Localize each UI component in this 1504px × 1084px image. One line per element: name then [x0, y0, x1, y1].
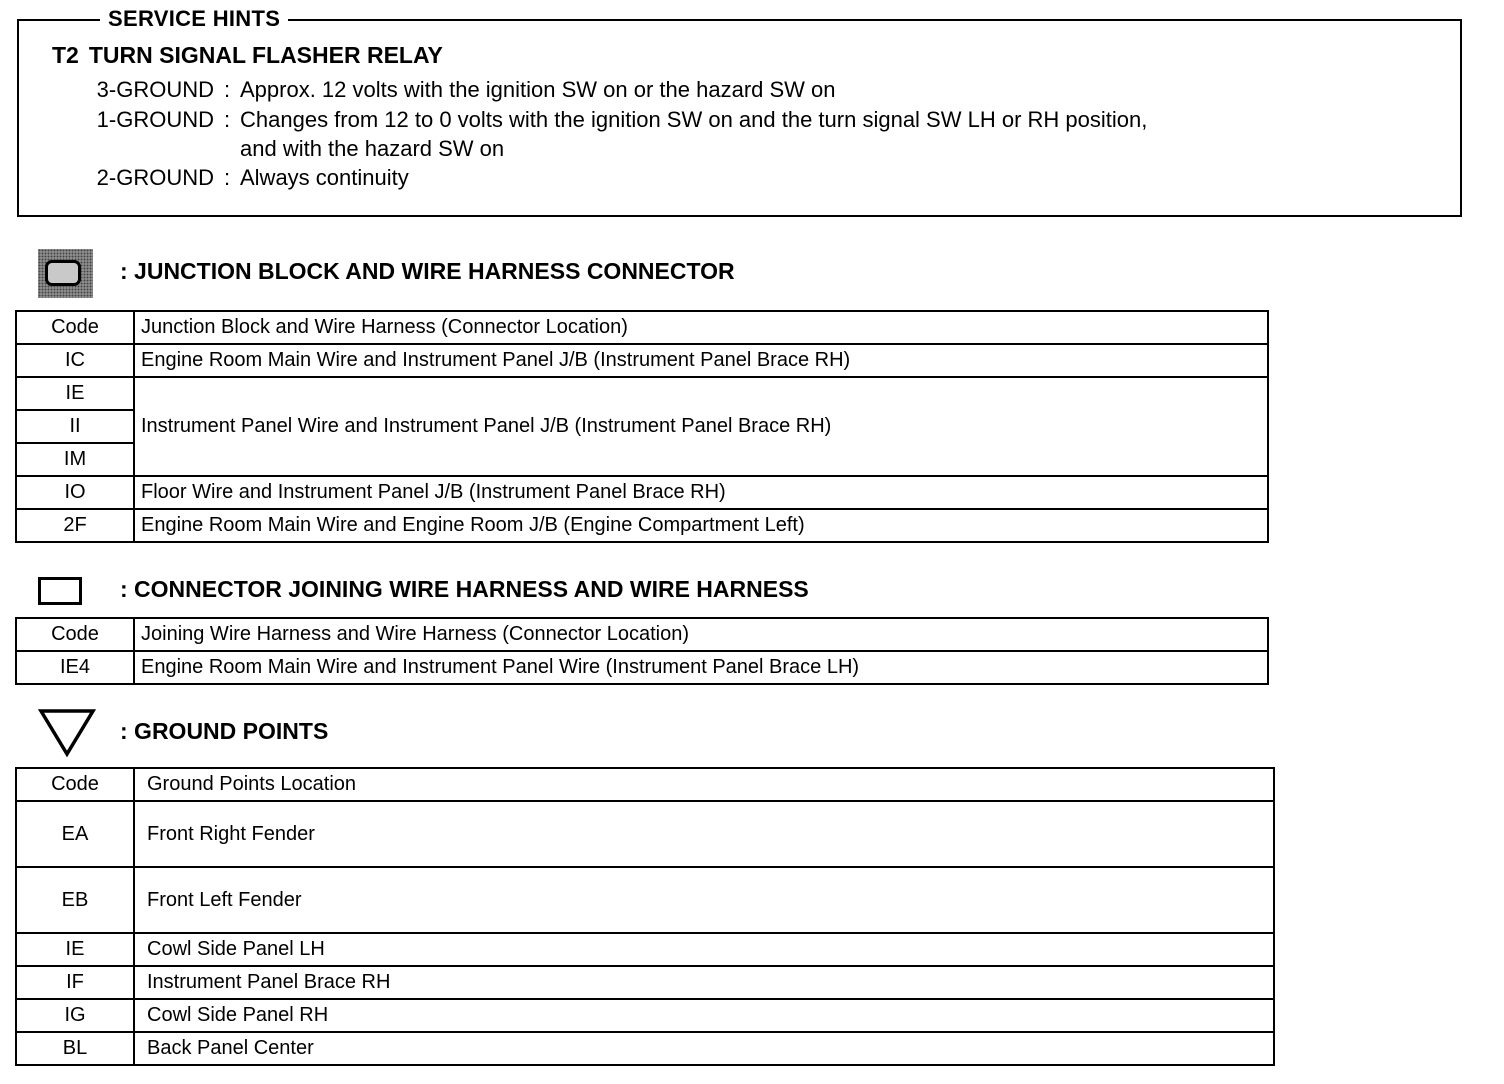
hint-text: Always continuity — [240, 165, 409, 190]
hint-text: Approx. 12 volts with the ignition SW on or the hazard SW on — [240, 77, 836, 102]
hint-colon: : — [224, 77, 231, 102]
service-hints-title: SERVICE HINTS — [100, 6, 288, 32]
row-code: IG — [16, 999, 134, 1032]
hint-terminal: 1-GROUND — [96, 107, 214, 132]
row-desc: Front Right Fender — [134, 801, 1274, 867]
connector-icon — [38, 577, 82, 605]
table-header-row — [16, 311, 1268, 344]
header-desc: Junction Block and Wire Harness (Connector Location) — [134, 311, 1268, 344]
hint-terminal: 3-GROUND — [96, 77, 214, 102]
table-row — [16, 476, 1268, 509]
row-code: 2F — [16, 509, 134, 542]
hint-terminal: 2-GROUND — [96, 165, 214, 190]
header-code: Code — [16, 618, 134, 651]
table-row — [16, 651, 1268, 684]
hint-text-continuation: and with the hazard SW on — [240, 136, 505, 161]
connector-joining-table — [15, 617, 1269, 685]
table-row — [16, 344, 1268, 377]
table-row — [16, 867, 1274, 933]
hint-colon: : — [224, 165, 231, 190]
row-code: IM — [16, 443, 134, 476]
hint-colon: : — [224, 107, 231, 132]
table-row — [16, 509, 1268, 542]
relay-name: TURN SIGNAL FLASHER RELAY — [88, 42, 443, 68]
row-desc: Instrument Panel Wire and Instrument Panel J/B (Instrument Panel Brace RH) — [134, 377, 1268, 476]
header-code: Code — [16, 768, 134, 801]
row-desc: Cowl Side Panel RH — [134, 999, 1274, 1032]
row-desc: Front Left Fender — [134, 867, 1274, 933]
table-row — [16, 377, 1268, 410]
junction-block-heading: : JUNCTION BLOCK AND WIRE HARNESS CONNECTOR — [120, 258, 735, 284]
row-code: IE — [16, 933, 134, 966]
table-row — [16, 999, 1274, 1032]
hint-text: Changes from 12 to 0 volts with the ignition SW on and the turn signal SW LH or RH position, — [240, 107, 1148, 132]
relay-code: T2 — [52, 42, 79, 68]
row-code: II — [16, 410, 134, 443]
row-desc: Engine Room Main Wire and Instrument Panel Wire (Instrument Panel Brace LH) — [134, 651, 1268, 684]
junction-block-table — [15, 310, 1269, 543]
row-desc: Cowl Side Panel LH — [134, 933, 1274, 966]
row-code: BL — [16, 1032, 134, 1065]
table-row — [16, 801, 1274, 867]
junction-block-icon — [38, 249, 93, 298]
ground-point-icon — [38, 708, 96, 758]
row-code: IC — [16, 344, 134, 377]
row-desc: Engine Room Main Wire and Engine Room J/B (Engine Compartment Left) — [134, 509, 1268, 542]
relay-title — [52, 42, 443, 69]
table-row — [16, 933, 1274, 966]
row-code: IF — [16, 966, 134, 999]
row-code: EA — [16, 801, 134, 867]
row-desc: Engine Room Main Wire and Instrument Panel J/B (Instrument Panel Brace RH) — [134, 344, 1268, 377]
row-desc: Back Panel Center — [134, 1032, 1274, 1065]
row-desc: Instrument Panel Brace RH — [134, 966, 1274, 999]
table-header-row — [16, 618, 1268, 651]
row-desc: Floor Wire and Instrument Panel J/B (Instrument Panel Brace RH) — [134, 476, 1268, 509]
ground-points-table — [15, 767, 1275, 1066]
table-row — [16, 1032, 1274, 1065]
table-row — [16, 966, 1274, 999]
header-desc: Ground Points Location — [134, 768, 1274, 801]
connector-joining-heading: : CONNECTOR JOINING WIRE HARNESS AND WIRE HARNESS — [120, 576, 809, 602]
row-code: IO — [16, 476, 134, 509]
table-header-row — [16, 768, 1274, 801]
header-desc: Joining Wire Harness and Wire Harness (Connector Location) — [134, 618, 1268, 651]
header-code: Code — [16, 311, 134, 344]
ground-points-heading: : GROUND POINTS — [120, 718, 329, 744]
row-code: IE4 — [16, 651, 134, 684]
row-code: EB — [16, 867, 134, 933]
row-code: IE — [16, 377, 134, 410]
